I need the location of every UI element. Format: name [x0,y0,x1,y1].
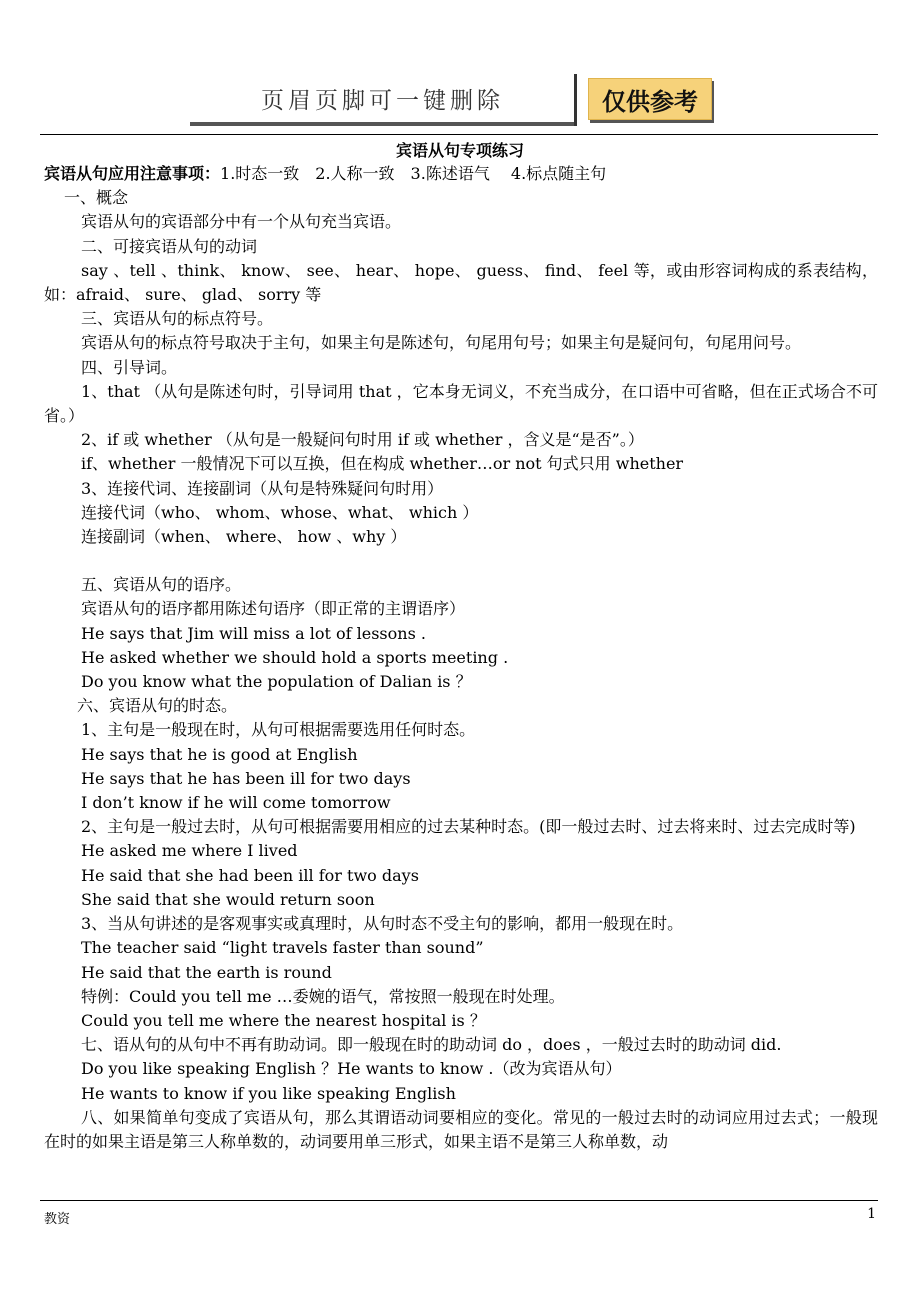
footer-rule [40,1200,878,1201]
paragraph: 3、连接代词、连接副词（从句是特殊疑问句时用） [81,478,444,498]
example-sentence: He asked me where I lived [81,841,298,861]
paragraph: 连接代词（who、 whom、whose、what、 which ） [81,502,479,522]
section-heading: 六、宾语从句的时态。 [77,696,238,716]
paragraph: 2、if 或 whether （从句是一般疑问句时用 if 或 whether ，含义是“是否”。） [81,430,644,450]
paragraph: 特例：Could you tell me …委婉的语气，常按照一般现在时处理。 [81,986,565,1006]
section-heading: 五、宾语从句的语序。 [81,575,242,595]
example-sentence: Do you like speaking English ？He wants to know .（改为宾语从句） [81,1059,622,1079]
document-body [44,162,878,1154]
banner-left-text: 页眉页脚可一键删除 [261,87,504,114]
paragraph: 2、主句是一般过去时，从句可根据需要用相应的过去某种时态。(即一般过去时、过去将来时、过去完成时等) [81,817,856,837]
page-number: 1 [867,1206,876,1222]
paragraph: 宾语从句的语序都用陈述句语序（即正常的主谓语序） [81,599,466,619]
blank-line [44,549,878,573]
section-heading: 三、宾语从句的标点符号。 [81,309,274,329]
notes-text: 1.时态一致 2.人称一致 3.陈述语气 4.标点随主句 [220,164,607,183]
example-sentence: She said that she would return soon [81,889,375,909]
header-banner [190,72,725,128]
example-sentence: The teacher said “light travels faster than sound” [81,938,484,958]
example-sentence: I don’t know if he will come tomorrow [81,793,391,813]
paragraph: 宾语从句的宾语部分中有一个从句充当宾语。 [81,212,402,232]
banner-underline [190,122,575,126]
section-heading: 一、概念 [64,188,129,208]
notes-line [44,162,878,186]
header-rule [40,134,878,135]
paragraph: 宾语从句的标点符号取决于主句，如果主句是陈述句，句尾用句号；如果主句是疑问句，句尾用问号。 [81,333,802,353]
example-sentence: Do you know what the population of Dalian is ？ [81,672,472,692]
example-sentence: He says that Jim will miss a lot of lessons . [81,623,426,643]
banner-reference-badge: 仅供参考 [588,78,712,120]
paragraph: 1、that （从句是陈述句时，引导词用 that ，它本身无词义，不充当成分，在口语中可省略，但在正式场合不可省。） [44,381,878,426]
example-sentence: He said that she had been ill for two days [81,865,419,885]
page-title: 宾语从句专项练习 [395,141,524,160]
example-sentence: He said that the earth is round [81,962,332,982]
example-sentence: He says that he has been ill for two days [81,768,411,788]
example-sentence: He says that he is good at English [81,744,358,764]
paragraph: say 、tell 、think、 know、 see、 hear、 hope、 guess、 find、 feel 等，或由形容词构成的系表结构，如：afraid、 sure、 glad、 sorry 等 [44,260,878,305]
paragraph: 3、当从句讲述的是客观事实或真理时，从句时态不受主句的影响，都用一般现在时。 [81,914,684,934]
example-sentence: Could you tell me where the nearest hospital is ？ [81,1010,486,1030]
notes-label: 宾语从句应用注意事项： [44,164,221,183]
paragraph: 1、主句是一般现在时，从句可根据需要选用任何时态。 [81,720,476,740]
section-heading: 四、引导词。 [81,357,178,377]
paragraph: 八、如果简单句变成了宾语从句，那么其谓语动词要相应的变化。常见的一般过去时的动词应用过去式；一般现在时的如果主语是第三人称单数的，动词要用单三形式，如果主语不是第三人称单数，动 [44,1107,878,1151]
banner-divider [574,74,577,126]
paragraph: 连接副词（when、 where、 how 、why ） [81,527,407,547]
paragraph: if、whether 一般情况下可以互换，但在构成 whether…or not 句式只用 whether [81,454,684,474]
example-sentence: He asked whether we should hold a sports meeting . [81,647,509,667]
paragraph: 七、语从句的从句中不再有助动词。即一般现在时的助动词 do ，does ，一般过去时的助动词 did. [81,1035,782,1055]
example-sentence: He wants to know if you like speaking English [81,1083,456,1103]
section-heading: 二、可接宾语从句的动词 [81,236,258,256]
footer-label: 教资 [44,1212,71,1227]
